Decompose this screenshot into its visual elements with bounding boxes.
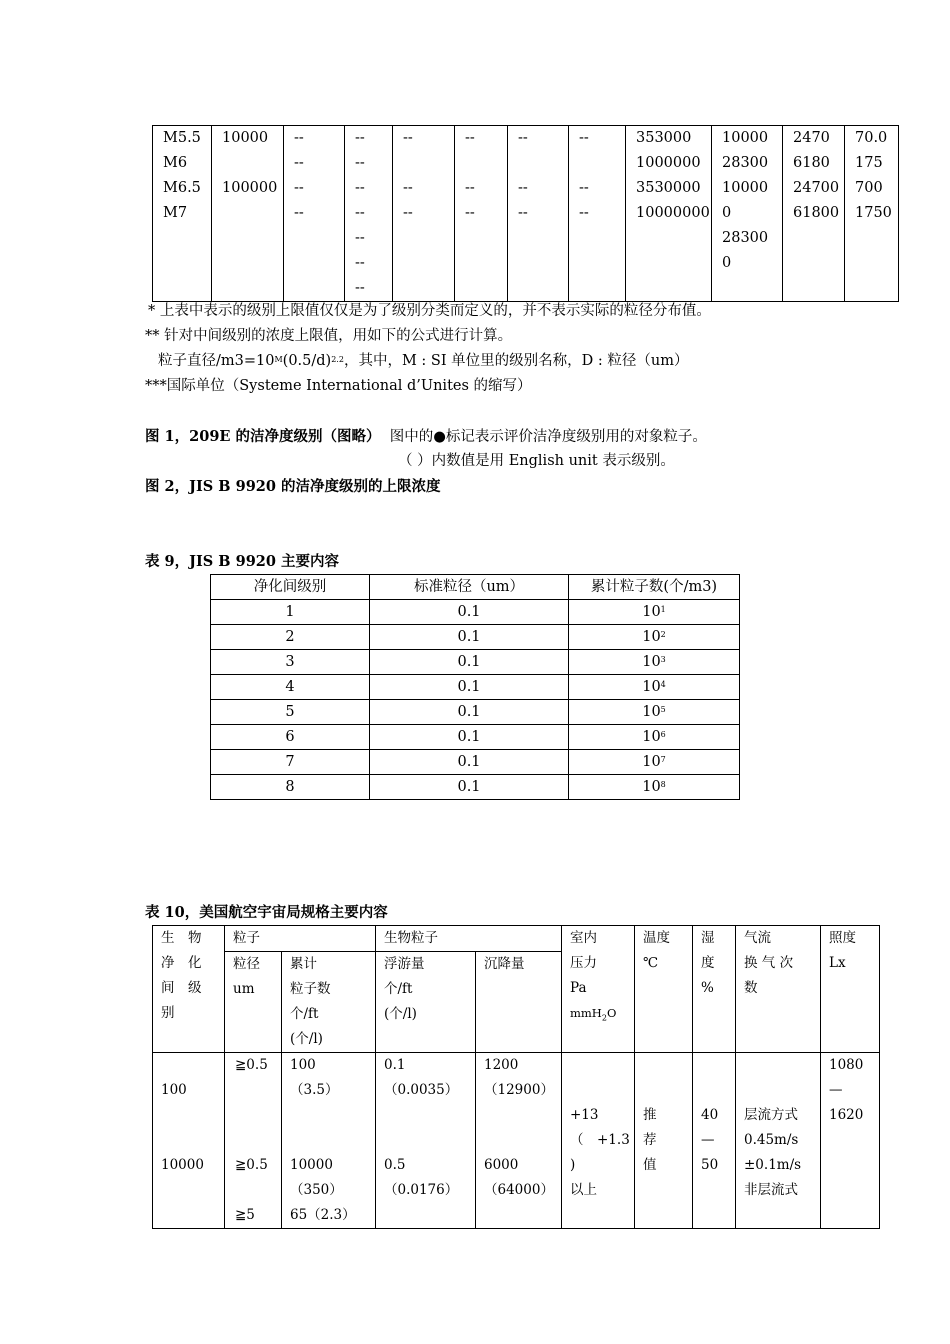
cell-line: 压力: [570, 955, 597, 971]
cell-line: 6180: [793, 155, 830, 171]
cell-line: ≧5: [235, 1207, 255, 1223]
table9-header-cell: 累计粒子数(个/m3): [569, 575, 740, 600]
top-col-4: [345, 126, 393, 302]
cell-line: Lx: [829, 955, 846, 971]
table9-row: [211, 750, 740, 775]
t10-h-temp: [635, 926, 693, 1053]
cell-line: （0.0176）: [384, 1182, 459, 1198]
top-col-11: [783, 126, 845, 302]
t10-d-lux: [821, 1053, 880, 1229]
cell-line: --: [355, 205, 365, 221]
cell-line: --: [403, 205, 413, 221]
cell-line: （350）: [290, 1182, 343, 1198]
table9-grade-cell: 5: [211, 700, 370, 725]
cell-line: 推: [643, 1107, 657, 1123]
cell-line: 换 气 次: [744, 955, 794, 971]
top-col-12: [845, 126, 899, 302]
cell-line: --: [403, 180, 413, 196]
table9-size-cell: 0.1: [370, 700, 569, 725]
cell-line: 65（2.3）: [290, 1207, 356, 1223]
cell-line: 非层流式: [744, 1182, 798, 1198]
table9-row: [211, 675, 740, 700]
cell-line: 个/ft: [290, 1006, 319, 1022]
cell-line: （3.5）: [290, 1082, 339, 1098]
t10-h-humid: [693, 926, 736, 1053]
t10-h-bio: 生物粒子: [376, 926, 562, 952]
t10-h-particle: 粒子: [225, 926, 376, 952]
cell-line: 照度: [829, 930, 856, 946]
cell-line: [579, 151, 625, 176]
cell-line: [643, 1053, 692, 1078]
cell-line: 1200: [484, 1057, 519, 1073]
cell-line: [235, 1128, 281, 1153]
table9-header: [211, 575, 740, 600]
cell-line: --: [294, 130, 304, 146]
cell-line: --: [518, 130, 528, 146]
table10-caption: 表 10，美国航空宇宙局规格主要内容: [145, 904, 388, 921]
cell-line: M6: [163, 155, 188, 171]
cell-line: [161, 1103, 224, 1128]
t10-d-size: [225, 1053, 282, 1229]
cell-line: [570, 1053, 634, 1078]
table9-size-cell: 0.1: [370, 650, 569, 675]
cell-line: --: [465, 180, 475, 196]
table9-count-cell: $10^5$: [569, 700, 740, 725]
fig1-caption: [145, 424, 707, 450]
cell-line: --: [518, 180, 528, 196]
cell-line: M7: [163, 205, 188, 221]
note-1: * 上表中表示的级别上限值仅仅是为了级别分类而定义的，并不表示实际的粒径分布值。: [148, 303, 711, 319]
cell-line: 50: [701, 1157, 719, 1173]
t10-h-lux: [821, 926, 880, 1053]
table9: [210, 574, 740, 800]
table9-count-cell: $10^1$: [569, 600, 740, 625]
table9-count-cell: $10^2$: [569, 625, 740, 650]
table9-size-cell: 0.1: [370, 675, 569, 700]
fig1-caption-2: （ ）内数值是用 English unit 表示级别。: [398, 453, 675, 469]
cell-line: 700: [855, 180, 883, 196]
cell-line: 0.1: [384, 1057, 406, 1073]
cell-line: 175: [855, 155, 883, 171]
cell-line: 10000: [222, 130, 269, 146]
cell-line: （12900）: [484, 1082, 554, 1098]
cell-line: M6.5: [163, 180, 201, 196]
cell-line: 61800: [793, 205, 840, 221]
cell-line: [484, 1103, 561, 1128]
cell-line: ≧0.5: [235, 1157, 268, 1173]
table9-row: [211, 725, 740, 750]
table9-grade-cell: 1: [211, 600, 370, 625]
cell-line: 10000: [722, 180, 769, 196]
note-4: ***国际单位（Systeme International d’Unites 的缩写）: [145, 378, 532, 394]
top-col-5: [393, 126, 455, 302]
fig1-text: 图中的●标记表示评价洁净度级别用的对象粒子。: [389, 429, 707, 445]
cell-line: 1750: [855, 205, 892, 221]
table9-grade-cell: 2: [211, 625, 370, 650]
table9-count-cell: $10^6$: [569, 725, 740, 750]
cell-line: ≧0.5: [235, 1057, 268, 1073]
cell-line: (个/l): [290, 1031, 323, 1047]
cell-line: 数: [744, 980, 758, 996]
cell-line: [570, 1078, 634, 1103]
cell-line: um: [233, 981, 255, 997]
cell-line: 别: [161, 1005, 175, 1021]
table9-count-cell: $10^7$: [569, 750, 740, 775]
note-2: ** 针对中间级别的浓度上限值，用如下的公式进行计算。: [145, 328, 513, 344]
table9-header-cell: 标准粒径（um）: [370, 575, 569, 600]
cell-line: --: [294, 155, 304, 171]
cell-line: （64000）: [484, 1182, 554, 1198]
cell-line: 1080: [829, 1057, 864, 1073]
cell-line: 0: [722, 205, 732, 221]
table9-size-cell: 0.1: [370, 750, 569, 775]
top-col-3: [284, 126, 345, 302]
cell-line: 湿: [701, 930, 715, 946]
table10: [152, 925, 880, 1229]
cell-line: [235, 1178, 281, 1203]
cell-line: [384, 1128, 475, 1153]
cell-line: 28300: [722, 155, 769, 171]
t10-d-settle: [476, 1053, 562, 1229]
fig1-label: 图 1，209E 的洁净度级别（图略）: [145, 428, 381, 445]
cell-line: 气流: [744, 930, 771, 946]
cell-line: --: [355, 230, 365, 246]
cell-line: [290, 1128, 375, 1153]
t10-h-grade: [153, 926, 225, 1053]
top-col-7: [508, 126, 569, 302]
cell-line: [161, 1128, 224, 1153]
t10-h-pressure: 室内 压力 Pa mmH$_2$O: [562, 926, 635, 1053]
table9-row: [211, 650, 740, 675]
cell-line: 70.0: [855, 130, 888, 146]
table9-grade-cell: 7: [211, 750, 370, 775]
cell-line: [384, 1103, 475, 1128]
table9-count-cell: $10^8$: [569, 775, 740, 800]
table9-row: [211, 600, 740, 625]
table9-row: [211, 700, 740, 725]
cell-line: --: [355, 180, 365, 196]
cell-line: 生 物: [161, 930, 202, 946]
cell-line: 间 级: [161, 980, 202, 996]
cell-line: [222, 201, 283, 226]
t10-h-air: [736, 926, 821, 1053]
cell-line: 粒径: [233, 956, 260, 972]
cell-line: --: [355, 155, 365, 171]
cell-line: [161, 1053, 224, 1078]
t10-d-count: [282, 1053, 376, 1229]
t10-d-temp: [635, 1053, 693, 1229]
cell-line: --: [355, 280, 365, 296]
cell-line: 24700: [793, 180, 840, 196]
table9-size-cell: 0.1: [370, 600, 569, 625]
top-col-2: [212, 126, 284, 302]
cell-line: 荐: [643, 1132, 657, 1148]
cell-line: ): [570, 1157, 576, 1173]
cell-line: 2470: [793, 130, 830, 146]
cell-line: [744, 1053, 820, 1078]
cell-line: 6000: [484, 1157, 519, 1173]
table9-grade-cell: 8: [211, 775, 370, 800]
cell-line: %: [701, 980, 714, 996]
cell-line: —: [829, 1082, 843, 1098]
cell-line: 个/ft: [384, 981, 413, 997]
cell-line: [235, 1103, 281, 1128]
table9-size-cell: 0.1: [370, 775, 569, 800]
cell-line: [290, 1103, 375, 1128]
cell-line: [484, 1128, 561, 1153]
t10-h-count: [282, 952, 376, 1053]
table9-row: [211, 775, 740, 800]
cell-line: [465, 151, 507, 176]
table9-header-cell: 净化间级别: [211, 575, 370, 600]
cell-line: 40: [701, 1107, 719, 1123]
t10-h-settle: 沉降量: [476, 952, 562, 1053]
top-col-10: [712, 126, 783, 302]
t10-d-humid: [693, 1053, 736, 1229]
top-col-1: [153, 126, 212, 302]
cell-line: 累计: [290, 956, 317, 972]
cell-line: 值: [643, 1157, 657, 1173]
cell-line: [518, 151, 568, 176]
cell-line: [744, 1078, 820, 1103]
top-class-table: [152, 125, 899, 302]
cell-line: ℃: [643, 955, 659, 971]
top-col-6: [455, 126, 508, 302]
t10-d-grade: [153, 1053, 225, 1229]
cell-line: --: [294, 205, 304, 221]
top-col-9: [626, 126, 712, 302]
cell-line: 净 化: [161, 955, 202, 971]
cell-line: 100000: [222, 180, 278, 196]
cell-line: 353000: [636, 130, 692, 146]
cell-line: [701, 1053, 735, 1078]
t10-d-pressure: [562, 1053, 635, 1229]
cell-line: --: [355, 130, 365, 146]
cell-line: --: [579, 205, 589, 221]
table9-grade-cell: 6: [211, 725, 370, 750]
cell-line: 28300: [722, 230, 769, 246]
cell-line: 粒子数: [290, 981, 331, 997]
cell-line: +13: [570, 1107, 599, 1123]
table9-row: [211, 625, 740, 650]
cell-line: --: [518, 205, 528, 221]
table9-grade-cell: 4: [211, 675, 370, 700]
cell-line: 100: [161, 1082, 187, 1098]
cell-line: --: [403, 130, 413, 146]
cell-line: --: [579, 180, 589, 196]
cell-line: 0.5: [384, 1157, 406, 1173]
cell-line: 度: [701, 955, 715, 971]
fig2-caption: 图 2，JIS B 9920 的洁净度级别的上限浓度: [145, 478, 441, 495]
cell-line: 层流方式: [744, 1107, 798, 1123]
table9-count-cell: $10^4$: [569, 675, 740, 700]
cell-line: 10000: [290, 1157, 333, 1173]
t10-h-size: [225, 952, 282, 1053]
t10-d-float: [376, 1053, 476, 1229]
table9-caption: 表 9，JIS B 9920 主要内容: [145, 553, 340, 570]
cell-line: 100: [290, 1057, 316, 1073]
cell-line: 10000000: [636, 205, 710, 221]
cell-line: (个/l): [384, 1006, 417, 1022]
cell-line: （ +1.3: [570, 1132, 630, 1148]
cell-line: 室内: [570, 930, 597, 946]
cell-line: 10000: [722, 130, 769, 146]
note-3: 粒子直径$/m3=10^M(0.5/d)^{2.2}$，其中，M : SI 单位里的级别名称，D : 粒径（um）: [158, 353, 689, 369]
cell-line: 0.45m/s: [744, 1132, 799, 1148]
cell-line: M5.5: [163, 130, 201, 146]
cell-line: [222, 151, 283, 176]
cell-line: --: [465, 130, 475, 146]
cell-line: --: [579, 130, 589, 146]
cell-line: --: [465, 205, 475, 221]
cell-line: Pa: [570, 980, 587, 996]
cell-line: —: [701, 1132, 715, 1148]
cell-line: --: [355, 255, 365, 271]
cell-line: 1000000: [636, 155, 701, 171]
table9-size-cell: 0.1: [370, 625, 569, 650]
cell-line: [701, 1078, 735, 1103]
cell-line: 以上: [570, 1182, 597, 1198]
table9-size-cell: 0.1: [370, 725, 569, 750]
t10-d-air: [736, 1053, 821, 1229]
cell-line: [403, 151, 454, 176]
cell-line: 温度: [643, 930, 670, 946]
cell-line: （0.0035）: [384, 1082, 459, 1098]
cell-line: --: [294, 180, 304, 196]
cell-line: 1620: [829, 1107, 864, 1123]
table9-grade-cell: 3: [211, 650, 370, 675]
top-col-8: [569, 126, 626, 302]
cell-line: [235, 1078, 281, 1103]
cell-line: 浮游量: [384, 956, 425, 972]
cell-line: [643, 1078, 692, 1103]
t10-h-float: [376, 952, 476, 1053]
table9-count-cell: $10^3$: [569, 650, 740, 675]
cell-line: 0: [722, 255, 732, 271]
cell-line: 10000: [161, 1157, 204, 1173]
cell-line: 3530000: [636, 180, 701, 196]
cell-line: ±0.1m/s: [744, 1157, 802, 1173]
